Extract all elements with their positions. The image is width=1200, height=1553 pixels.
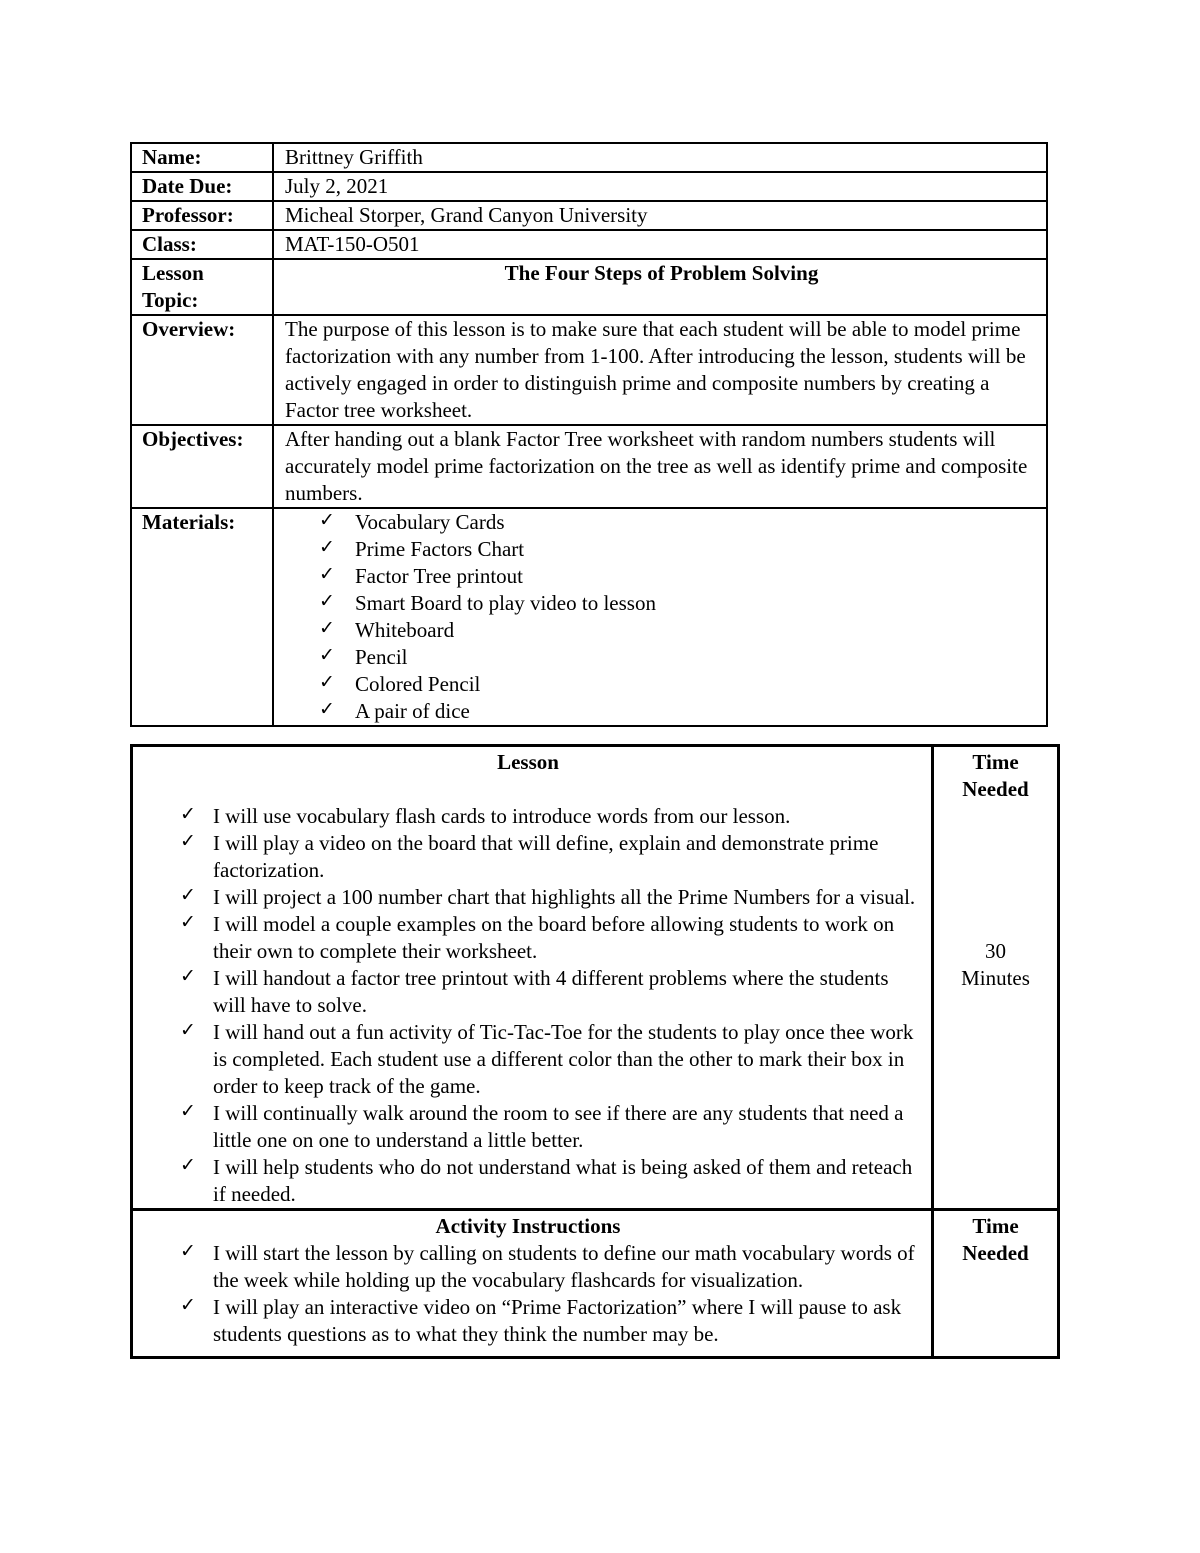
activity-section-row <box>132 1210 1059 1358</box>
checkmark-icon: ✓ <box>319 644 335 666</box>
lesson-step-text: I will help students who do not understand what is being asked of them and reteach if needed. <box>213 1155 913 1206</box>
lesson-section-title: Lesson <box>497 750 559 774</box>
lesson-topic-label-line1: Lesson <box>142 261 204 285</box>
material-item <box>285 563 1038 590</box>
activity-section <box>132 1210 933 1358</box>
activity-time-heading-line1: Time <box>972 1214 1019 1238</box>
material-item <box>285 671 1038 698</box>
checkmark-icon: ✓ <box>319 536 335 558</box>
lesson-steps-list <box>133 803 923 1208</box>
lesson-time-value-line1: 30 <box>985 939 1006 963</box>
lesson-info-table <box>130 142 1048 727</box>
lesson-time-heading-line2: Needed <box>962 777 1029 801</box>
lesson-topic-label-line2: Topic: <box>142 288 199 312</box>
material-item-text: Prime Factors Chart <box>355 537 525 561</box>
lesson-step-text: I will project a 100 number chart that highlights all the Prime Numbers for a visual. <box>213 885 916 909</box>
activity-step-text: I will start the lesson by calling on students to define our math vocabulary words of the week while holding up the vocabulary flashcards for visualization. <box>213 1241 915 1292</box>
material-item <box>285 536 1038 563</box>
checkmark-icon: ✓ <box>319 590 335 612</box>
activity-step <box>133 1294 923 1348</box>
materials-row <box>131 508 1047 726</box>
checkmark-icon: ✓ <box>180 884 196 906</box>
material-item <box>285 644 1038 671</box>
material-item-text: A pair of dice <box>355 699 470 723</box>
professor-value: Micheal Storper, Grand Canyon University <box>273 201 1047 230</box>
date-due-label: Date Due: <box>131 172 273 201</box>
professor-label: Professor: <box>131 201 273 230</box>
lesson-step <box>133 911 923 965</box>
lesson-step <box>133 884 923 911</box>
lesson-topic-label <box>131 259 273 315</box>
checkmark-icon: ✓ <box>180 1240 196 1262</box>
material-item-text: Pencil <box>355 645 408 669</box>
lesson-step <box>133 830 923 884</box>
material-item <box>285 698 1038 725</box>
checkmark-icon: ✓ <box>180 1294 196 1316</box>
objectives-text: After handing out a blank Factor Tree worksheet with random numbers students will accurately model prime factorization on the tree as well as identify prime and composite numbers. <box>273 425 1047 508</box>
lesson-plan-table <box>130 744 1060 1359</box>
lesson-step <box>133 1019 923 1100</box>
lesson-step <box>133 1100 923 1154</box>
checkmark-icon: ✓ <box>319 509 335 531</box>
lesson-topic-row <box>131 259 1047 315</box>
activity-time-heading-line2: Needed <box>962 1241 1029 1265</box>
activity-time-cell <box>933 1210 1059 1358</box>
class-value: MAT-150-O501 <box>273 230 1047 259</box>
name-value: Brittney Griffith <box>273 143 1047 172</box>
overview-label: Overview: <box>131 315 273 425</box>
checkmark-icon: ✓ <box>180 803 196 825</box>
checkmark-icon: ✓ <box>180 830 196 852</box>
lesson-step-text: I will continually walk around the room to see if there are any students that need a little one on one to understand a little better. <box>213 1101 904 1152</box>
checkmark-icon: ✓ <box>180 1100 196 1122</box>
date-due-row <box>131 172 1047 201</box>
lesson-step <box>133 965 923 1019</box>
objectives-row <box>131 425 1047 508</box>
lesson-section <box>132 746 933 1210</box>
class-label: Class: <box>131 230 273 259</box>
name-label: Name: <box>131 143 273 172</box>
checkmark-icon: ✓ <box>319 698 335 720</box>
class-row <box>131 230 1047 259</box>
material-item-text: Factor Tree printout <box>355 564 523 588</box>
activity-section-title: Activity Instructions <box>435 1214 621 1238</box>
lesson-time-cell <box>933 746 1059 1210</box>
materials-list <box>285 509 1038 725</box>
objectives-label: Objectives: <box>131 425 273 508</box>
materials-label: Materials: <box>131 508 273 726</box>
checkmark-icon: ✓ <box>180 965 196 987</box>
overview-text: The purpose of this lesson is to make sure that each student will be able to model prime factorization with any number from 1-100. After introducing the lesson, students will be actively engaged in order to distinguish prime and composite numbers by creating a Factor tree worksheet. <box>273 315 1047 425</box>
lesson-step-text: I will hand out a fun activity of Tic-Tac-Toe for the students to play once thee work is completed. Each student use a different color than the other to mark their box in order to keep track of the game. <box>213 1020 914 1098</box>
checkmark-icon: ✓ <box>319 563 335 585</box>
material-item-text: Smart Board to play video to lesson <box>355 591 656 615</box>
checkmark-icon: ✓ <box>180 1019 196 1041</box>
material-item-text: Whiteboard <box>355 618 455 642</box>
activity-step-text: I will play an interactive video on “Prime Factorization” where I will pause to ask students questions as to what they think the number may be. <box>213 1295 902 1346</box>
material-item-text: Colored Pencil <box>355 672 481 696</box>
material-item <box>285 617 1038 644</box>
checkmark-icon: ✓ <box>319 671 335 693</box>
lesson-topic-title: The Four Steps of Problem Solving <box>504 261 819 285</box>
materials-cell <box>273 508 1047 726</box>
date-due-value: July 2, 2021 <box>273 172 1047 201</box>
lesson-step-text: I will model a couple examples on the board before allowing students to work on their own to complete their worksheet. <box>213 912 895 963</box>
material-item <box>285 509 1038 536</box>
lesson-topic-value <box>273 259 1047 315</box>
professor-row <box>131 201 1047 230</box>
overview-row <box>131 315 1047 425</box>
lesson-step-text: I will play a video on the board that will define, explain and demonstrate prime factorization. <box>213 831 879 882</box>
name-row <box>131 143 1047 172</box>
checkmark-icon: ✓ <box>319 617 335 639</box>
checkmark-icon: ✓ <box>180 1154 196 1176</box>
checkmark-icon: ✓ <box>180 911 196 933</box>
lesson-step-text: I will use vocabulary flash cards to introduce words from our lesson. <box>213 804 791 828</box>
lesson-time-value-line2: Minutes <box>961 966 1030 990</box>
activity-step <box>133 1240 923 1294</box>
material-item <box>285 590 1038 617</box>
lesson-step <box>133 803 923 830</box>
material-item-text: Vocabulary Cards <box>355 510 505 534</box>
lesson-time-heading-line1: Time <box>972 750 1019 774</box>
activity-steps-list <box>133 1240 923 1348</box>
lesson-section-row <box>132 746 1059 1210</box>
lesson-step <box>133 1154 923 1208</box>
lesson-step-text: I will handout a factor tree printout with 4 different problems where the students will have to solve. <box>213 966 889 1017</box>
